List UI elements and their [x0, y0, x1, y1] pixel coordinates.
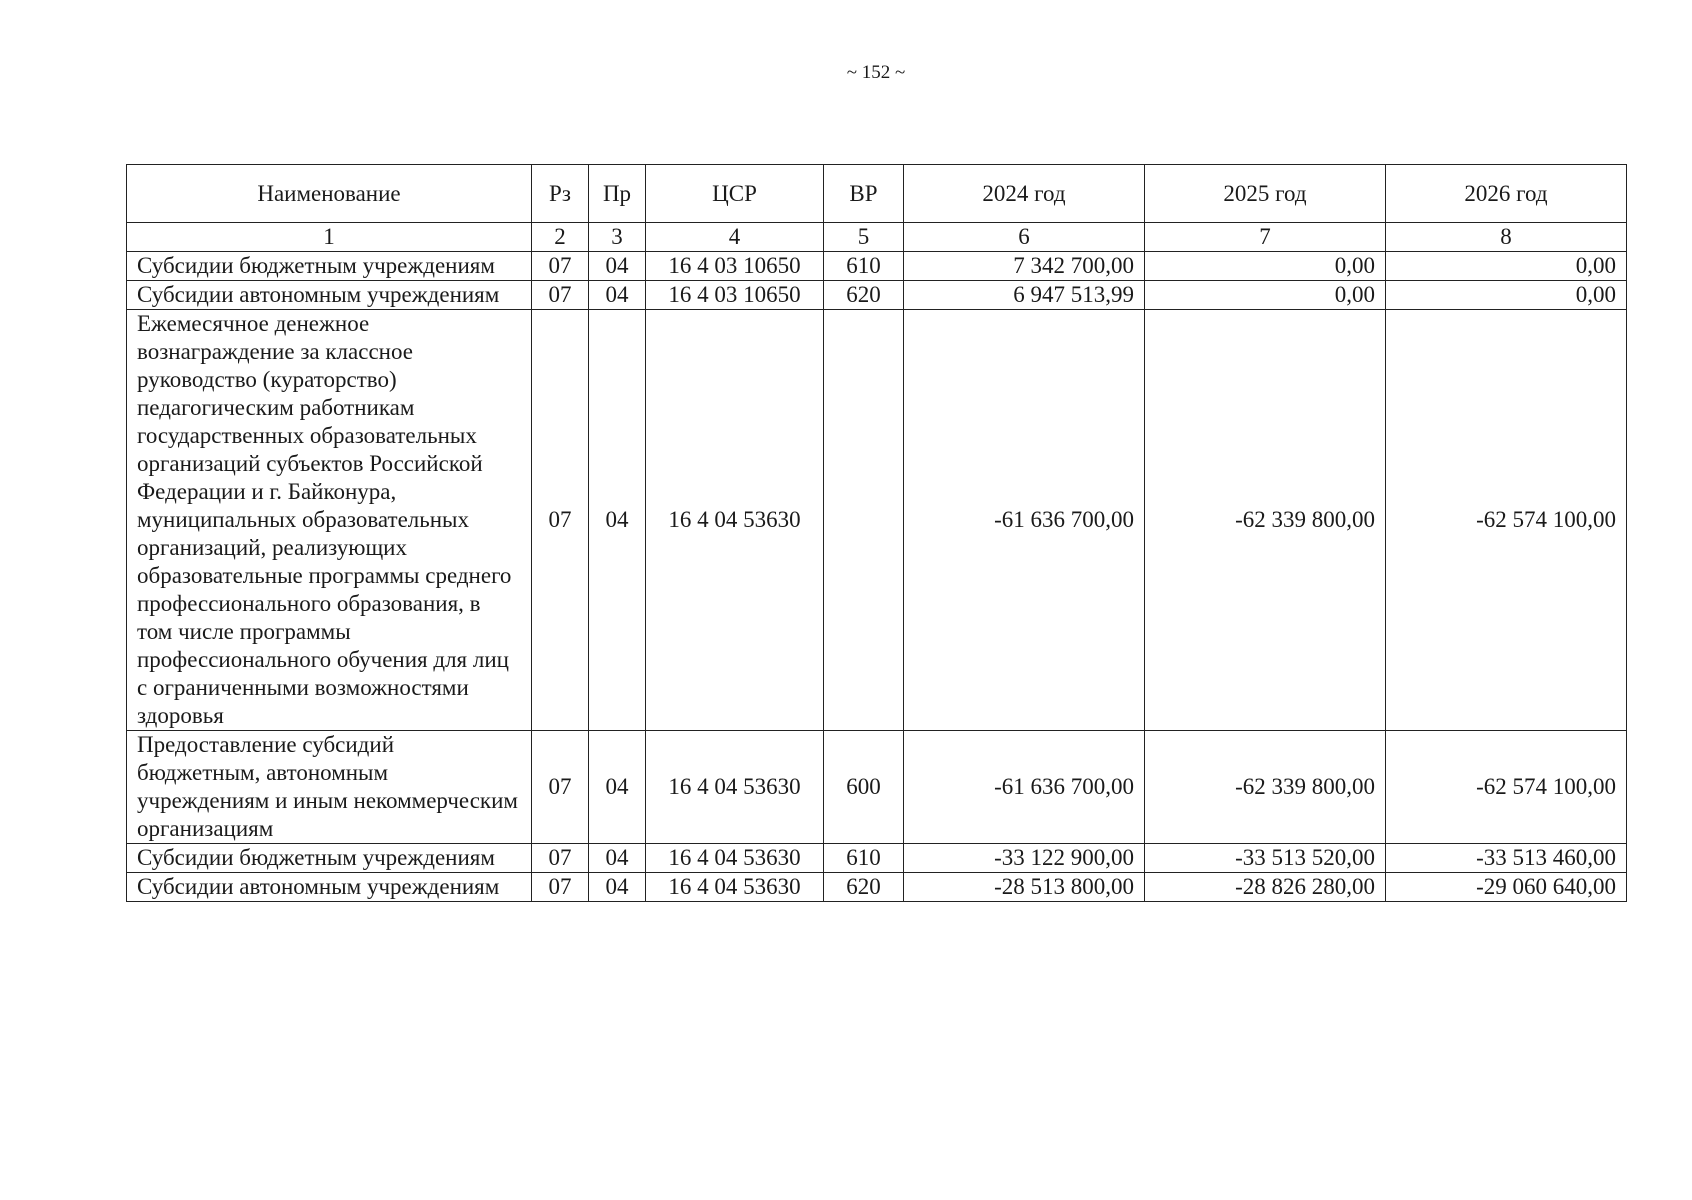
row-rz: 07 — [532, 281, 589, 310]
row-vr: 610 — [824, 252, 904, 281]
row-csr: 16 4 04 53630 — [646, 873, 824, 902]
table-row — [127, 310, 1627, 731]
row-pr: 04 — [589, 281, 646, 310]
header-vr: ВР — [824, 165, 904, 223]
row-2025: -62 339 800,00 — [1145, 731, 1386, 844]
row-name: Субсидии автономным учреждениям — [127, 281, 532, 310]
table-row — [127, 873, 1627, 902]
row-2026: -62 574 100,00 — [1386, 731, 1627, 844]
row-pr: 04 — [589, 844, 646, 873]
table-row — [127, 844, 1627, 873]
header-row — [127, 165, 1627, 223]
header-2024: 2024 год — [904, 165, 1145, 223]
row-2026: 0,00 — [1386, 252, 1627, 281]
row-csr: 16 4 03 10650 — [646, 252, 824, 281]
header-rz: Рз — [532, 165, 589, 223]
row-vr: 620 — [824, 281, 904, 310]
page-number: ~ 152 ~ — [846, 62, 906, 83]
row-name: Предоставление субсидий бюджетным, автономным учреждениям и иным некоммерческим организациям — [127, 731, 532, 844]
row-rz: 07 — [532, 844, 589, 873]
row-name: Ежемесячное денежное вознаграждение за классное руководство (кураторство) педагогическим работникам государственных образовательных организаций субъектов Российской Федерации и г. Байконура, муниципальных образовательных организаций, реализующих образовательные программы среднего профессионального образования, в том числе программы профессионального обучения для лиц с ограниченными возможностями здоровья — [127, 310, 532, 731]
header-2025: 2025 год — [1145, 165, 1386, 223]
row-vr: 610 — [824, 844, 904, 873]
row-name: Субсидии бюджетным учреждениям — [127, 844, 532, 873]
row-pr: 04 — [589, 873, 646, 902]
row-2024: -61 636 700,00 — [904, 731, 1145, 844]
row-csr: 16 4 04 53630 — [646, 731, 824, 844]
row-pr: 04 — [589, 252, 646, 281]
column-number: 1 — [127, 223, 532, 252]
budget-table — [126, 164, 1627, 902]
row-2025: 0,00 — [1145, 281, 1386, 310]
row-2025: 0,00 — [1145, 252, 1386, 281]
row-rz: 07 — [532, 731, 589, 844]
column-number: 2 — [532, 223, 589, 252]
row-2026: -29 060 640,00 — [1386, 873, 1627, 902]
row-2025: -28 826 280,00 — [1145, 873, 1386, 902]
row-2025: -62 339 800,00 — [1145, 310, 1386, 731]
row-2026: -33 513 460,00 — [1386, 844, 1627, 873]
header-name: Наименование — [127, 165, 532, 223]
row-name: Субсидии бюджетным учреждениям — [127, 252, 532, 281]
row-2024: -28 513 800,00 — [904, 873, 1145, 902]
row-csr: 16 4 04 53630 — [646, 844, 824, 873]
column-number: 5 — [824, 223, 904, 252]
row-2026: 0,00 — [1386, 281, 1627, 310]
row-2024: 7 342 700,00 — [904, 252, 1145, 281]
row-2026: -62 574 100,00 — [1386, 310, 1627, 731]
table-row — [127, 281, 1627, 310]
row-csr: 16 4 03 10650 — [646, 281, 824, 310]
row-pr: 04 — [589, 310, 646, 731]
column-number-row — [127, 223, 1627, 252]
column-number: 6 — [904, 223, 1145, 252]
row-2024: -33 122 900,00 — [904, 844, 1145, 873]
table-row — [127, 731, 1627, 844]
row-rz: 07 — [532, 873, 589, 902]
row-rz: 07 — [532, 252, 589, 281]
column-number: 4 — [646, 223, 824, 252]
column-number: 8 — [1386, 223, 1627, 252]
header-csr: ЦСР — [646, 165, 824, 223]
row-rz: 07 — [532, 310, 589, 731]
row-vr — [824, 310, 904, 731]
table-row — [127, 252, 1627, 281]
row-2024: -61 636 700,00 — [904, 310, 1145, 731]
header-pr: Пр — [589, 165, 646, 223]
row-vr: 620 — [824, 873, 904, 902]
row-name: Субсидии автономным учреждениям — [127, 873, 532, 902]
row-vr: 600 — [824, 731, 904, 844]
row-csr: 16 4 04 53630 — [646, 310, 824, 731]
row-2024: 6 947 513,99 — [904, 281, 1145, 310]
column-number: 7 — [1145, 223, 1386, 252]
column-number: 3 — [589, 223, 646, 252]
row-2025: -33 513 520,00 — [1145, 844, 1386, 873]
row-pr: 04 — [589, 731, 646, 844]
header-2026: 2026 год — [1386, 165, 1627, 223]
